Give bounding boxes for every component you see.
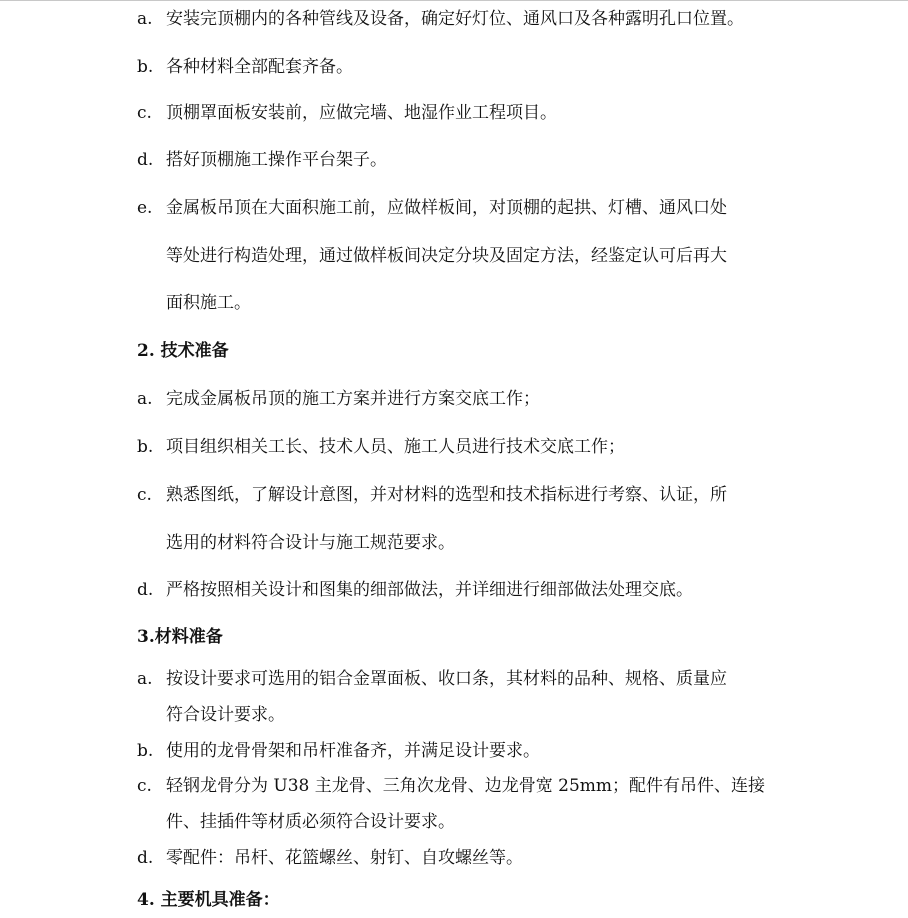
list-item-continuation (0, 291, 908, 315)
item-marker: c. (137, 485, 152, 505)
item-text: 面积施工。 (166, 293, 251, 313)
section-heading-technical (0, 339, 908, 363)
item-marker: b. (137, 741, 154, 761)
item-marker: c. (137, 103, 152, 123)
item-text: 安装完顶棚内的各种管线及设备，确定好灯位、通风口及各种露明孔口位置。 (166, 9, 744, 29)
item-marker: b. (137, 437, 154, 457)
list-item (0, 7, 908, 31)
list-item-continuation (0, 703, 908, 727)
list-item (0, 387, 908, 411)
item-marker: a. (137, 9, 153, 29)
item-text: 搭好顶棚施工操作平台架子。 (166, 150, 387, 170)
item-text: 按设计要求可选用的铝合金罩面板、收口条，其材料的品种、规格、质量应 (166, 669, 727, 689)
item-text: 项目组织相关工长、技术人员、施工人员进行技术交底工作； (166, 437, 625, 457)
item-text: 严格按照相关设计和图集的细部做法，并详细进行细部做法处理交底。 (166, 580, 693, 600)
item-marker: a. (137, 669, 153, 689)
list-item (0, 483, 908, 507)
section-heading-tools (0, 888, 908, 912)
section-heading: 4. 主要机具准备： (137, 890, 280, 910)
item-marker: b. (137, 57, 154, 77)
list-item-continuation (0, 531, 908, 555)
item-marker: c. (137, 776, 152, 796)
list-item-continuation (0, 244, 908, 268)
list-item (0, 55, 908, 79)
list-item (0, 101, 908, 125)
list-item-continuation (0, 810, 908, 834)
list-item (0, 196, 908, 220)
item-text: 完成金属板吊顶的施工方案并进行方案交底工作； (166, 389, 540, 409)
section-heading: 3.材料准备 (137, 627, 223, 647)
item-text: 件、挂插件等材质必须符合设计要求。 (166, 812, 455, 832)
list-item (0, 739, 908, 763)
item-marker: a. (137, 389, 153, 409)
list-item (0, 148, 908, 172)
item-text: 零配件：吊杆、花篮螺丝、射钉、自攻螺丝等。 (166, 848, 523, 868)
item-text: 各种材料全部配套齐备。 (166, 57, 353, 77)
list-item (0, 846, 908, 870)
section-heading: 2. 技术准备 (137, 341, 229, 361)
list-item (0, 435, 908, 459)
item-marker: d. (137, 150, 154, 170)
list-item (0, 774, 908, 798)
item-text: 轻钢龙骨分为 U38 主龙骨、三角次龙骨、边龙骨宽 25mm；配件有吊件、连接 (166, 776, 766, 796)
item-text: 熟悉图纸，了解设计意图，并对材料的选型和技术指标进行考察、认证，所 (166, 485, 727, 505)
item-text: 顶棚罩面板安装前，应做完墙、地湿作业工程项目。 (166, 103, 557, 123)
item-text: 选用的材料符合设计与施工规范要求。 (166, 533, 455, 553)
list-item (0, 667, 908, 691)
item-text: 符合设计要求。 (166, 705, 285, 725)
item-marker: d. (137, 580, 154, 600)
item-marker: e. (137, 198, 153, 218)
list-item (0, 578, 908, 602)
item-marker: d. (137, 848, 154, 868)
page-top-rule (0, 0, 908, 1)
item-text: 等处进行构造处理，通过做样板间决定分块及固定方法，经鉴定认可后再大 (166, 246, 727, 266)
item-text: 使用的龙骨骨架和吊杆准备齐，并满足设计要求。 (166, 741, 540, 761)
section-heading-materials (0, 625, 908, 649)
item-text: 金属板吊顶在大面积施工前，应做样板间，对顶棚的起拱、灯槽、通风口处 (166, 198, 727, 218)
